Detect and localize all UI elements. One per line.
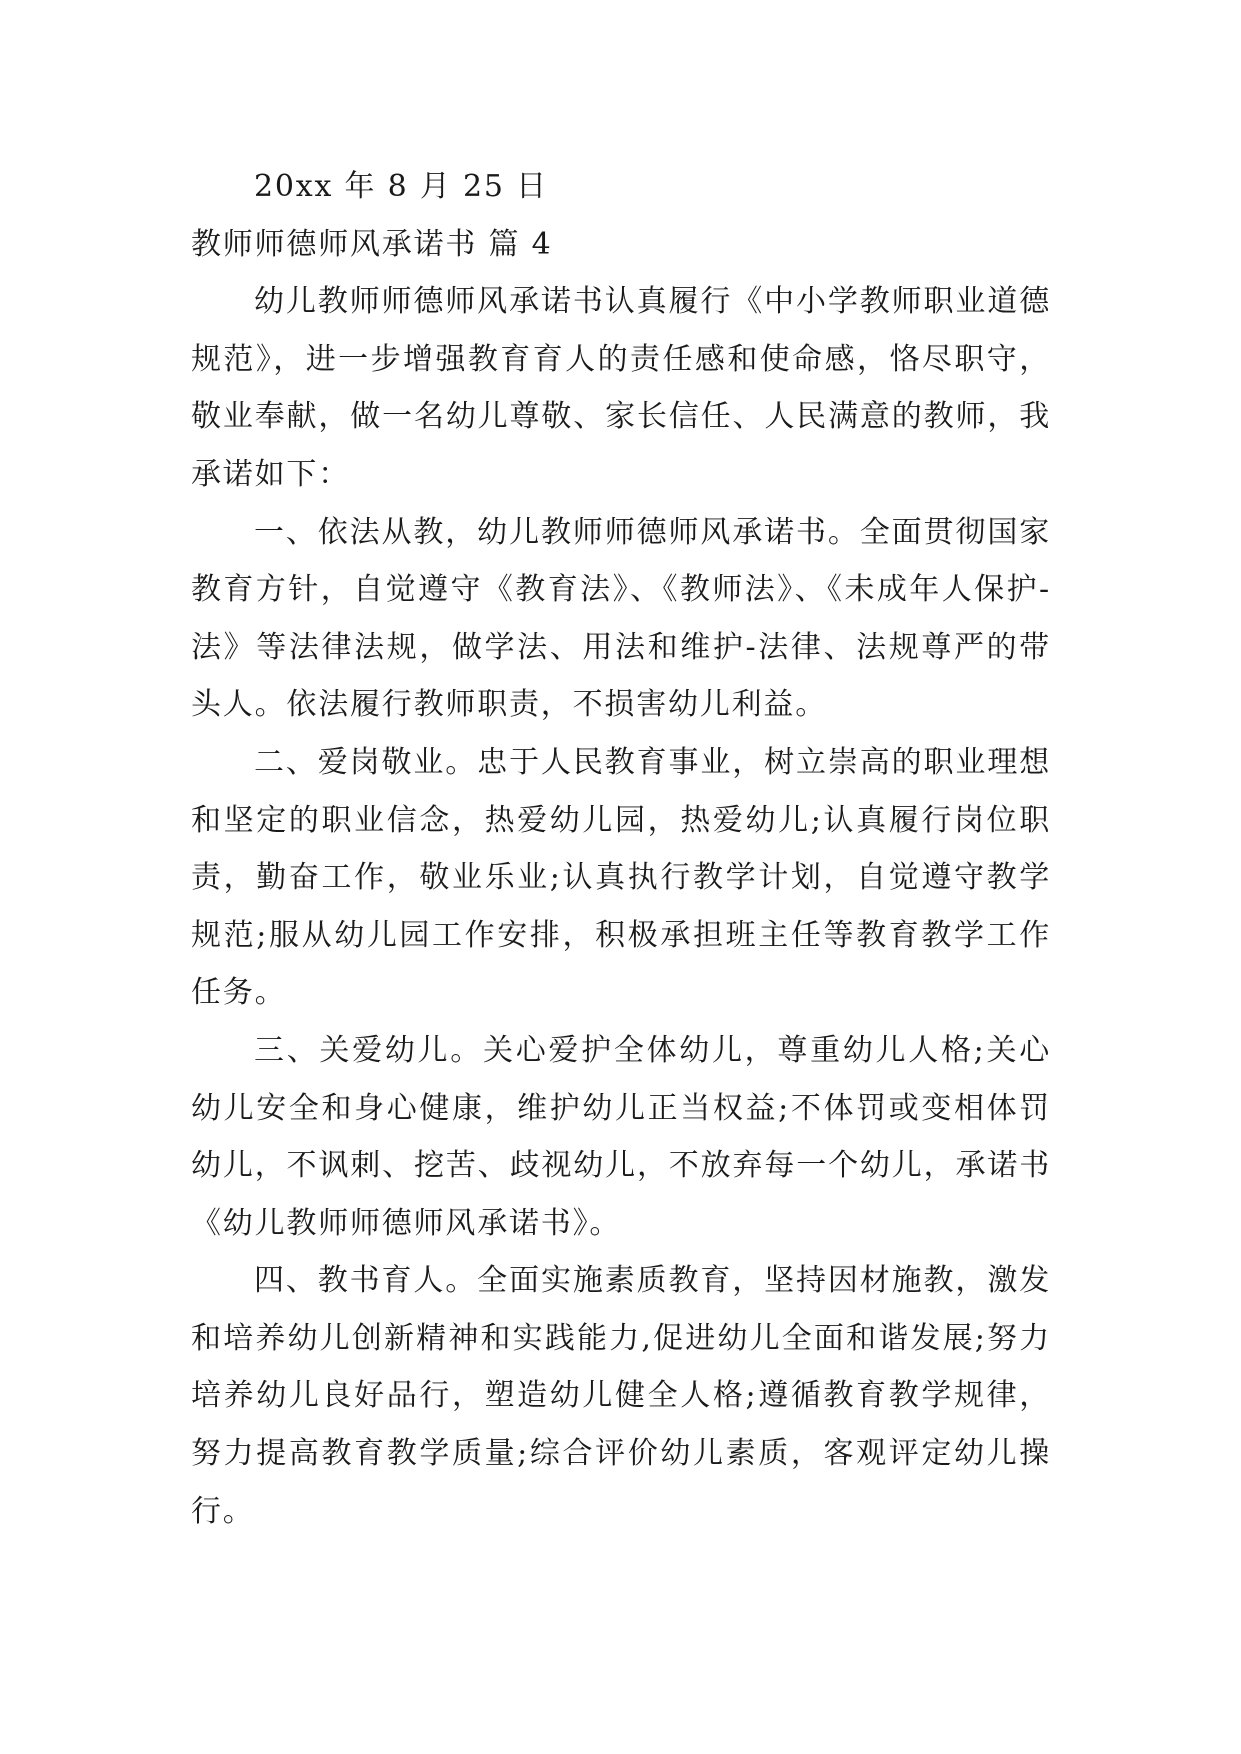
- paragraph-intro: 幼儿教师师德师风承诺书认真履行《中小学教师职业道德规范》，进一步增强教育育人的责任感和使命感，恪尽职守，敬业奉献，做一名幼儿尊敬、家长信任、人民满意的教师，我承诺如下：: [191, 284, 1051, 492]
- paragraph-item-3: 三、关爱幼儿。关心爱护全体幼儿，尊重幼儿人格;关心幼儿安全和身心健康，维护幼儿正当权益;不体罚或变相体罚幼儿，不讽刺、挖苦、歧视幼儿，不放弃每一个幼儿，承诺书《幼儿教师师德师风承诺书》。: [191, 1032, 1051, 1241]
- paragraph-item-4: 四、教书育人。全面实施素质教育，坚持因材施教，激发和培养幼儿创新精神和实践能力,促进幼儿全面和谐发展;努力培养幼儿良好品行，塑造幼儿健全人格;遵循教育教学规律，努力提高教育教学质量;综合评价幼儿素质，客观评定幼儿操行。: [191, 1263, 1051, 1529]
- section-title: 教师师德师风承诺书 篇 4: [191, 226, 553, 262]
- document-date: 20xx 年 8 月 25 日: [254, 169, 548, 204]
- paragraph-item-1: 一、依法从教，幼儿教师师德师风承诺书。全面贯彻国家教育方针，自觉遵守《教育法》、《教师法》、《未成年人保护-法》等法律法规，做学法、用法和维护-法律、法规尊严的带头人。依法履行教师职责，不损害幼儿利益。: [191, 514, 1051, 723]
- paragraph-item-2: 二、爱岗敬业。忠于人民教育事业，树立崇高的职业理想和坚定的职业信念，热爱幼儿园，热爱幼儿;认真履行岗位职责，勤奋工作，敬业乐业;认真执行教学计划，自觉遵守教学规范;服从幼儿园工作安排，积极承担班主任等教育教学工作任务。: [191, 744, 1051, 1011]
- document-body: [191, 158, 1051, 1540]
